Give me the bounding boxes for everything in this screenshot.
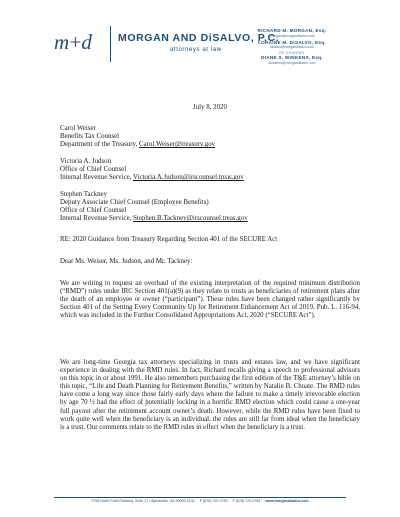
attorney-email[interactable]: dwinkens@morgandisalvo.com [268,60,316,65]
recipient-org-line [60,215,360,223]
recipient-line: Deputy Associate Chief Counsel (Employee Benefits) [60,199,209,207]
recipient-line: Carol Weiser [60,125,96,132]
firm-logo: m+d [54,30,91,54]
body-paragraph: We are writing to request an overhaul of the existing interpretation of the required minimum distribution (“RMD”) rules under IRC Section 401(a)(9) as they relate to trusts as beneficiaries of retirement plans after the death of an employee or owner (“participant”). These rules have been changed rather significantly by Section 401 of the Setting Every Community Up for Retirement Enhancement Act of 2019, Pub. L. 116-94, which was included in the Further Consolidated Appropriations Act, 2020 (“SECURE Act”). [60,280,360,320]
subject-line [60,236,360,244]
attorney-name: LORAINE M. DiSALVO, Esq. [258,39,326,45]
recipient-org-line [60,141,360,149]
footer [54,499,346,503]
body-paragraph: We are long-time Georgia tax attorneys specializing in trusts and estates law, and we have significant experience in dealing with the RMD rules. In fact, Richard recalls giving a speech to professional advisors on this topic in or about 1991. He also remembers purchasing the first edition of the T&E attorney’s bible on this topic, “Life and Death Planning for Retirement Benefits,” written by Natalie B. Choate. The RMD rules have come a long way since those fairly early days where the failure to make a timely irrevocable election by age 70 ½ had the effect of potentially locking in a horrific RMD election which could cause a one-year full payout after the retirement account owner’s death. However, while the RMD rules have been fixed to work quite well when the beneficiary is an individual, the rules are still far from ideal when the beneficiary is a trust. Our comments relate to the RMD rules in effect when the beneficiary is a trust. [60,359,360,431]
salutation-text: Dear Ms. Weiser, Ms. Judson, and Mr. Tackney: [60,258,193,265]
attorney-name: RICHARD M. MORGAN, Esq. [257,28,327,33]
recipient-email-link[interactable]: Carol.Weiser@treasury.gov [138,141,216,149]
subject-text: RE: 2020 Guidance from Treasury Regarding Section 401 of the SECURE Act [60,236,278,243]
attorney-email[interactable]: rmorgan@morgandisalvo.com [269,33,315,38]
attorney-name: DIANE S. WINKENS, Esq. [261,55,323,61]
footer-divider [54,497,346,498]
attorney-entry [246,28,338,38]
firm-name: MORGAN AND DiSALVO, P.C. [118,32,280,44]
letter-date: July 8, 2020 [193,104,227,111]
of-counsel-label: OF COUNSEL [278,51,306,56]
recipient-email-link[interactable]: Victoria.A.Judson@irscounsel.treas.gov [132,174,244,182]
footer-fax: F (678) 720-0784 [232,499,261,503]
recipient-org: Internal Revenue Service, [60,215,134,223]
recipient-email-link[interactable]: Stephen.B.Tackney@irscounsel.treas.gov [133,215,248,223]
recipient-block [60,125,360,149]
attorney-entry [246,40,338,50]
attorney-entry [246,51,338,65]
footer-address: 3755 North Point Parkway, Suite 17 • Alpharetta, GA 30005-2143 [91,499,195,503]
footer-website-link[interactable]: www.morgandisalvo.com [265,499,309,503]
recipient-org-line [60,174,360,182]
recipient-block [60,158,360,182]
recipient-org: Internal Revenue Service, [60,174,133,182]
logo-divider [110,26,111,62]
salutation [60,258,360,266]
footer-phone: P (678) 720-0750 [199,499,228,503]
recipient-line: Victoria A. Judson [60,158,112,165]
recipient-org: Department of the Treasury, [60,141,139,149]
attorney-list [246,28,338,67]
recipient-line: Stephen Tackney [60,191,108,198]
recipient-line: Office of Chief Counsel [60,166,127,174]
recipient-line: Benefits Tax Counsel [60,133,120,141]
attorney-email[interactable]: ldisalvo@morgandisalvo.com [269,45,315,50]
recipient-block [60,191,360,223]
firm-tagline: attorneys at law [170,47,222,53]
letterhead [54,24,346,68]
recipient-line: Office of Chief Counsel [60,207,127,215]
